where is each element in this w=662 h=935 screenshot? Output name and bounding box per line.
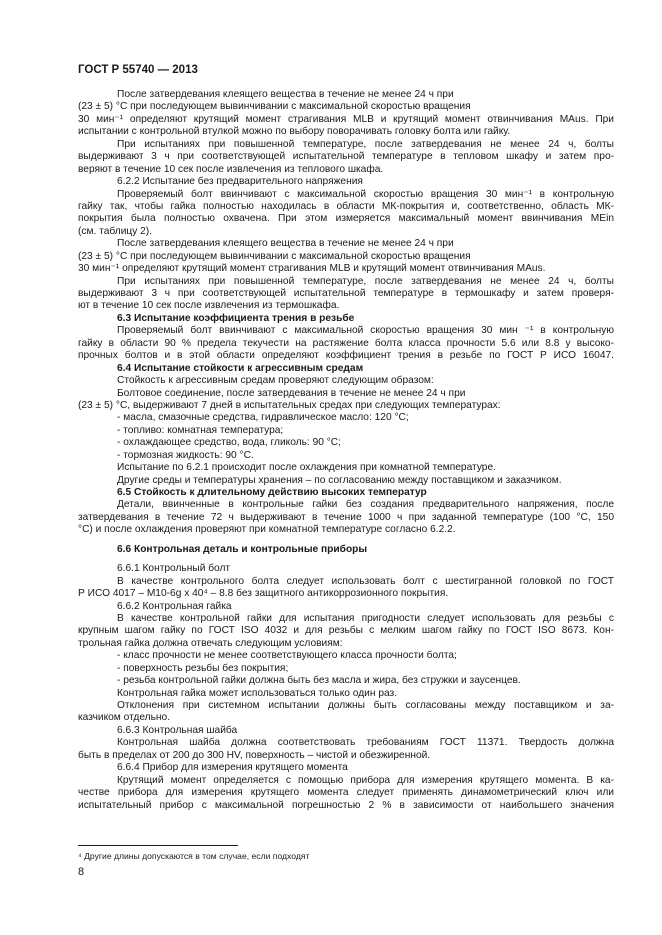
text-line: Отклонения при системном испытании должны быть согласованы между поставщиком и за- (117, 700, 614, 711)
text-line: покрытия была полностью охвачена. При этом измеряется максимальный момент ввинчивания MEin (78, 213, 614, 225)
document-header: ГОСТ Р 55740 — 2013 (78, 64, 198, 76)
text-line: - тормозная жидкость: 90 °С. (117, 449, 254, 461)
text-line: гайку так, чтобы гайка полностью находилась в области МК-покрытия и, соответственно, область МК- (78, 200, 614, 212)
text-line: Контрольная шайба должна соответствовать требованиям ГОСТ 11371. Твердость должна (117, 737, 614, 749)
text-line: крупным шагом гайку по ГОСТ ISO 4032 и для резьбы с мелким шагом гайку по ГОСТ ISO 8673. Кон- (78, 625, 614, 637)
text-line: испытательный прибор с максимальной погрешностью 2 % в зависимости от наибольшего значения (78, 799, 614, 811)
text-line: 6.6.3 Контрольная шайба (117, 724, 238, 736)
text-line: (23 ± 5) °С, выдерживают 7 дней в испытательных средах при следующих температурах: (78, 399, 501, 411)
text-line: 30 мин⁻¹ определяют крутящий момент страгивания MLB и крутящий момент отвинчивания MAus. (78, 263, 546, 275)
text-line: 6.6.4 Прибор для измерения крутящего момента (117, 762, 348, 774)
text-line: Стойкость к агрессивным средам проверяют следующим образом: (117, 375, 434, 387)
text-line: выдерживают 3 ч при соответствующей испытательной температуре в тепловом шкафу и затем про- (78, 151, 614, 163)
section-heading: 6.4 Испытание стойкости к агрессивным средам (117, 362, 364, 374)
text-line: веряют в течение 10 сек после извлечения из теплового шкафа. (78, 163, 384, 175)
text-line: честве прибора для измерения крутящего момента следует применять динамометрический ключ или (78, 787, 614, 799)
footnote: ⁴ Другие длины допускаются в том случае, если подходят (78, 851, 310, 861)
footnote-separator (78, 845, 238, 846)
text-line: 6.2.2 Испытание без предварительного напряжения (117, 176, 363, 188)
text-line: В качестве контрольной гайки для испытания пригодности следует использовать для резьбы с (117, 612, 614, 624)
text-line: При испытаниях при повышенной температуре, после затвердевания не менее 24 ч, болты (117, 275, 614, 287)
text-line: прочных болтов и в этой области определяют коэффициент трения в резьбе по ГОСТ Р ИСО 16047. (78, 350, 614, 362)
text-line: (см. таблицу 2). (78, 225, 153, 237)
document-body (78, 89, 614, 812)
text-line: Другие среды и температуры хранения – по согласованию между поставщиком и заказчиком. (117, 474, 562, 486)
text-line: Р ИСО 4017 – М10-6g x 40⁴ – 8.8 без защитного антикоррозионного покрытия. (78, 588, 449, 600)
text-line: испытании с контрольной втулкой можно по выбору поворачивать головку болта или гайку. (78, 126, 511, 138)
text-line: Испытание по 6.2.1 происходит после охлаждения при комнатной температуре. (117, 462, 496, 474)
text-line: Крутящий момент определяется с помощью прибора для измерения крутящего момента. В ка- (117, 774, 614, 786)
text-line: трольная гайка должна отвечать следующим условиям: (78, 637, 343, 649)
text-line: После затвердевания клеящего вещества в течение не менее 24 ч при (117, 238, 454, 250)
text-line: - поверхность резьбы без покрытия; (117, 662, 289, 674)
text-line: 30 мин⁻¹ определяют крутящий момент страгивания MLB и крутящий момент отвинчивания MAus. При (78, 113, 614, 125)
text-line: В качестве контрольного болта следует использовать болт с шестигранной головкой по ГОСТ (117, 575, 614, 587)
text-line: затвердевания в течение 72 ч выдерживают в течение 1000 ч при заданной температуре (100 °С, 150 (78, 511, 614, 523)
text-line: 6.6.1 Контрольный болт (117, 563, 231, 575)
blank-line (78, 537, 614, 544)
text-line: - класс прочности не менее соответствующего класса прочности болта; (117, 650, 457, 662)
text-line: (23 ± 5) °С при последующем вывинчивании с максимальной скоростью вращения (78, 250, 471, 262)
text-line: Контрольная гайка может использоваться только один раз. (117, 687, 398, 699)
text-line: быть в пределах от 200 до 300 HV, поверхность – чистой и обезжиренной. (78, 749, 431, 761)
text-line: ют в течение 10 сек после извлечения из термошкафа. (78, 300, 340, 312)
section-heading: 6.5 Стойкость к длительному действию высоких температур (117, 487, 427, 498)
page-number: 8 (78, 866, 85, 878)
text-line: Проверяемый болт ввинчивают с максимальной скоростью вращения 30 мин⁻¹ в контрольную (117, 188, 614, 200)
text-line: После затвердевания клеящего вещества в течение не менее 24 ч при (117, 89, 454, 100)
text-line: - охлаждающее средство, вода, гликоль: 90 °С; (117, 437, 341, 449)
text-line: 6.6.2 Контрольная гайка (117, 600, 232, 612)
text-line: выдерживают 3 ч при соответствующей испытательной температуре в термошкафу и затем проверя- (78, 288, 614, 299)
text-line: °С) и после охлаждения проверяют при комнатной температуре согласно 6.2.2. (78, 524, 456, 536)
section-heading: 6.3 Испытание коэффициента трения в резьбе (117, 312, 355, 324)
text-line: При испытаниях при повышенной температуре, после затвердевания не менее 24 ч, болты (117, 138, 614, 150)
text-line: гайку в области 90 % предела текучести на растяжение болта класса прочности 5.6 или 8.8 у высоко- (78, 337, 614, 349)
text-line: казчиком отдельно. (78, 712, 171, 724)
text-line: Детали, ввинченные в контрольные гайки без создания предварительного напряжения, после (117, 499, 614, 511)
text-line: - топливо: комнатная температура; (117, 424, 284, 436)
text-line: - резьба контрольной гайки должна быть без масла и жира, без стружки и заусенцев. (117, 675, 521, 687)
text-line: - масла, смазочные средства, гидравлическое масло: 120 °С; (117, 412, 409, 424)
section-heading: 6.6 Контрольная деталь и контрольные приборы (117, 543, 368, 555)
text-line: Проверяемый болт ввинчивают с максимальной скоростью вращения 30 мин ⁻¹ в контрольную (117, 325, 614, 337)
text-line: (23 ± 5) °С при последующем вывинчивании с максимальной скоростью вращения (78, 101, 471, 113)
text-line: Болтовое соединение, после затвердевания в течение не менее 24 ч при (117, 387, 466, 399)
